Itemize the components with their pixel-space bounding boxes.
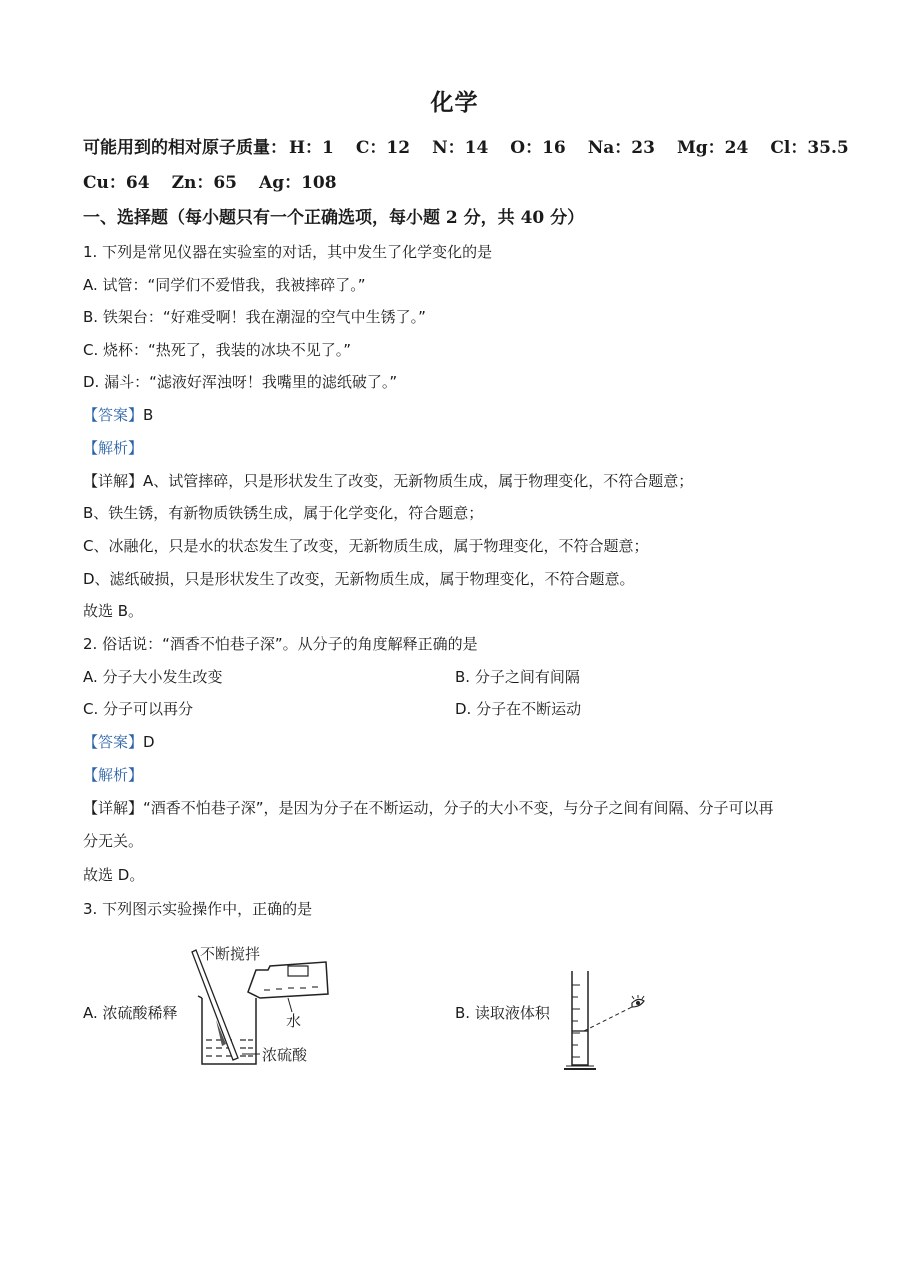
- q3-option-a: A. 浓硫酸稀释: [83, 1004, 178, 1022]
- atomic-mass-item: H：1: [289, 138, 334, 158]
- atomic-mass-row-2: [83, 173, 337, 193]
- atomic-mass-item: N：14: [432, 138, 489, 158]
- q2-stem: 2. 俗话说：“酒香不怕巷子深”。从分子的角度解释正确的是: [83, 635, 478, 653]
- page-title: 化学: [430, 90, 479, 116]
- section-heading: 一、选择题（每小题只有一个正确选项，每小题 2 分，共 40 分）: [83, 208, 585, 228]
- acid-dilution-diagram: [186, 940, 346, 1072]
- q1-detail-line: B、铁生锈，有新物质铁锈生成，属于化学变化，符合题意；: [83, 504, 484, 522]
- q1-detail-line: D、滤纸破损，只是形状发生了改变，无新物质生成，属于物理变化，不符合题意。: [83, 570, 635, 588]
- q1-conclusion: 故选 B。: [83, 602, 144, 620]
- q2-option-c: C. 分子可以再分: [83, 700, 194, 718]
- atomic-mass-item: Zn：65: [171, 173, 237, 193]
- q2-option-b: B. 分子之间有间隔: [455, 668, 580, 686]
- answer-tag: 【答案】: [83, 406, 144, 424]
- q1-detail-line: 【详解】A、试管摔碎，只是形状发生了改变，无新物质生成，属于物理变化，不符合题意；: [83, 472, 694, 490]
- graduated-cylinder-diagram: [560, 965, 652, 1073]
- q1-option-b: B. 铁架台：“好难受啊！我在潮湿的空气中生锈了。”: [83, 308, 426, 326]
- q1-option-d: D. 漏斗：“滤液好浑浊呀！我嘴里的滤纸破了。”: [83, 373, 398, 391]
- q2-answer: [83, 732, 155, 752]
- atomic-mass-item: Cu：64: [83, 173, 150, 193]
- q2-detail-line: 分无关。: [83, 832, 144, 850]
- label-water: 水: [286, 1012, 302, 1030]
- q2-detail-line: 【详解】“酒香不怕巷子深”，是因为分子在不断运动，分子的大小不变，与分子之间有间隔、分子可以再: [83, 799, 774, 817]
- answer-value: B: [143, 406, 154, 424]
- cylinder-scale: [572, 985, 580, 1057]
- q1-analysis-tag: 【解析】: [83, 439, 144, 457]
- atomic-mass-label: 可能用到的相对原子质量：: [83, 138, 287, 158]
- atomic-mass-row-1: [83, 138, 849, 158]
- atomic-mass-item: Cl：35.5: [770, 138, 849, 158]
- q2-conclusion: 故选 D。: [83, 866, 145, 884]
- q3-stem: 3. 下列图示实验操作中，正确的是: [83, 900, 313, 918]
- q2-option-d: D. 分子在不断运动: [455, 700, 582, 718]
- q1-stem: 1. 下列是常见仪器在实验室的对话，其中发生了化学变化的是: [83, 243, 493, 261]
- sight-line: [584, 1007, 632, 1031]
- atomic-mass-item: Mg：24: [676, 138, 749, 158]
- glass-rod: [192, 950, 238, 1060]
- atomic-mass-item: Ag：108: [259, 173, 337, 193]
- atomic-mass-item: Na：23: [587, 138, 655, 158]
- atomic-mass-item: C：12: [355, 138, 411, 158]
- atomic-mass-item: O：16: [510, 138, 566, 158]
- figure-acid-dilution: [186, 940, 346, 1072]
- label-acid: 浓硫酸: [262, 1046, 308, 1064]
- q2-option-a: A. 分子大小发生改变: [83, 668, 223, 686]
- q1-detail-line: C、冰融化，只是水的状态发生了改变，无新物质生成，属于物理变化，不符合题意；: [83, 537, 649, 555]
- q1-answer: [83, 405, 153, 425]
- q3-option-b: B. 读取液体积: [455, 1004, 550, 1022]
- figure-read-cylinder: [560, 965, 652, 1073]
- q2-analysis-tag: 【解析】: [83, 766, 144, 784]
- answer-value: D: [143, 733, 155, 751]
- q1-option-a: A. 试管：“同学们不爱惜我，我被摔碎了。”: [83, 276, 366, 294]
- label-stir: 不断搅拌: [200, 945, 261, 963]
- answer-tag: 【答案】: [83, 733, 144, 751]
- q1-option-c: C. 烧杯：“热死了，我装的冰块不见了。”: [83, 341, 352, 359]
